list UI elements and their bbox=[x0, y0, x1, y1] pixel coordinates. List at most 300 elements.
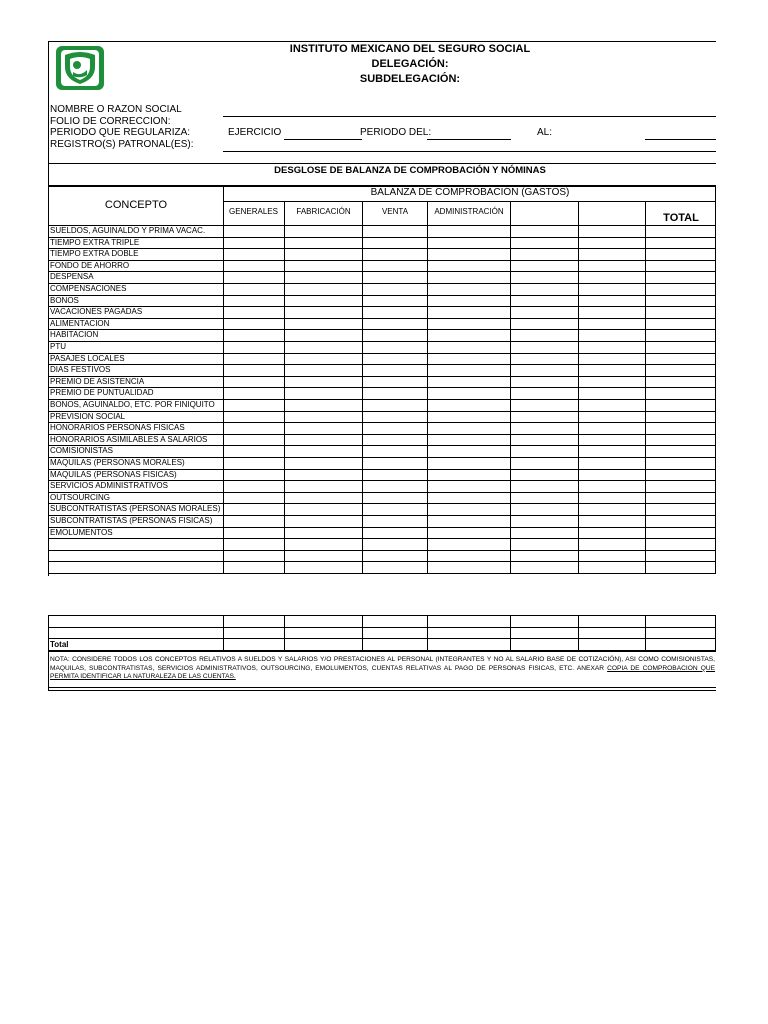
table-cell[interactable] bbox=[511, 446, 577, 456]
note-underlined: COPIA DE COMPROBACION QUE PERMITA IDENTIFICAR LA NATURALEZA DE LAS CUENTAS. bbox=[50, 664, 715, 681]
table-cell[interactable] bbox=[579, 562, 644, 572]
summary-cell[interactable] bbox=[646, 639, 714, 649]
table-cell[interactable] bbox=[363, 284, 426, 294]
table-row-line bbox=[48, 573, 716, 574]
table-cell[interactable] bbox=[224, 551, 283, 561]
table-cell[interactable] bbox=[363, 562, 426, 572]
table-cell[interactable] bbox=[511, 458, 577, 468]
table-cell[interactable] bbox=[285, 319, 361, 329]
table-cell[interactable] bbox=[428, 400, 509, 410]
note-text bbox=[50, 656, 715, 682]
table-cell[interactable] bbox=[363, 261, 426, 271]
table-cell[interactable] bbox=[646, 516, 714, 526]
table-cell[interactable] bbox=[224, 296, 283, 306]
summary-cell[interactable] bbox=[428, 639, 509, 649]
table-cell[interactable] bbox=[224, 446, 283, 456]
table-cell[interactable] bbox=[363, 365, 426, 375]
table-cell[interactable] bbox=[285, 493, 361, 503]
table-cell[interactable] bbox=[511, 319, 577, 329]
row-label: PREVISION SOCIAL bbox=[50, 411, 126, 421]
summary-cell[interactable] bbox=[285, 639, 361, 649]
table-cell[interactable] bbox=[646, 528, 714, 538]
table-cell[interactable] bbox=[363, 249, 426, 259]
header-col-divider bbox=[645, 201, 646, 225]
table-cell[interactable] bbox=[579, 249, 644, 259]
table-cell[interactable] bbox=[646, 423, 714, 433]
table-cell[interactable] bbox=[428, 272, 509, 282]
summary-cell[interactable] bbox=[224, 616, 283, 626]
summary-cell[interactable] bbox=[285, 616, 361, 626]
note-bottom-line-2 bbox=[48, 690, 716, 691]
table-cell[interactable] bbox=[363, 330, 426, 340]
summary-cell[interactable] bbox=[224, 639, 283, 649]
table-cell[interactable] bbox=[646, 400, 714, 410]
table-cell[interactable] bbox=[579, 226, 644, 236]
table-cell[interactable] bbox=[511, 307, 577, 317]
table-cell[interactable] bbox=[285, 400, 361, 410]
nombre-field-line[interactable] bbox=[223, 116, 716, 117]
table-cell[interactable] bbox=[646, 388, 714, 398]
table-cell[interactable] bbox=[511, 342, 577, 352]
table-cell[interactable] bbox=[646, 365, 714, 375]
header-col-divider bbox=[284, 201, 285, 225]
table-cell[interactable] bbox=[646, 342, 714, 352]
table-cell[interactable] bbox=[428, 354, 509, 364]
table-cell[interactable] bbox=[511, 365, 577, 375]
table-cell[interactable] bbox=[579, 238, 644, 248]
table-cell[interactable] bbox=[285, 470, 361, 480]
table-cell[interactable] bbox=[646, 412, 714, 422]
row-label: BONOS, AGUINALDO, ETC. POR FINIQUITO bbox=[50, 400, 215, 409]
table-cell[interactable] bbox=[285, 296, 361, 306]
ejercicio-label: EJERCICIO bbox=[228, 127, 282, 138]
table-cell[interactable] bbox=[428, 528, 509, 538]
table-cell[interactable] bbox=[224, 481, 283, 491]
table-cell[interactable] bbox=[428, 319, 509, 329]
table-cell[interactable] bbox=[511, 528, 577, 538]
table-cell[interactable] bbox=[363, 354, 426, 364]
header-col-divider bbox=[578, 201, 579, 225]
periodo-del-field-line[interactable] bbox=[427, 139, 511, 140]
table-col-line bbox=[510, 225, 511, 573]
table-col-line bbox=[48, 225, 49, 573]
table-cell[interactable] bbox=[285, 551, 361, 561]
table-col-line bbox=[578, 225, 579, 573]
table-cell[interactable] bbox=[579, 342, 644, 352]
row-label: FONDO DE AHORRO bbox=[50, 260, 130, 270]
table-cell[interactable] bbox=[428, 284, 509, 294]
table-cell[interactable] bbox=[428, 249, 509, 259]
table-cell[interactable] bbox=[579, 365, 644, 375]
row-label: SUBCONTRATISTAS (PERSONAS MORALES) bbox=[50, 504, 221, 514]
table-cell[interactable] bbox=[428, 481, 509, 491]
table-cell[interactable] bbox=[511, 504, 577, 514]
note-bottom-line-1 bbox=[48, 687, 716, 688]
table-cell[interactable] bbox=[646, 539, 714, 549]
al-field-line[interactable] bbox=[645, 139, 716, 140]
table-cell[interactable] bbox=[579, 458, 644, 468]
table-cell[interactable] bbox=[646, 435, 714, 445]
table-cell[interactable] bbox=[646, 458, 714, 468]
nombre-label: NOMBRE O RAZON SOCIAL bbox=[50, 104, 182, 115]
table-cell[interactable] bbox=[579, 272, 644, 282]
table-cell[interactable] bbox=[224, 249, 283, 259]
table-cell[interactable] bbox=[285, 377, 361, 387]
table-cell[interactable] bbox=[428, 330, 509, 340]
table-cell[interactable] bbox=[428, 307, 509, 317]
total-row-label: Total bbox=[50, 640, 69, 649]
table-cell[interactable] bbox=[579, 412, 644, 422]
table-cell[interactable] bbox=[646, 470, 714, 480]
table-cell[interactable] bbox=[363, 377, 426, 387]
table-cell[interactable] bbox=[285, 272, 361, 282]
table-cell[interactable] bbox=[224, 435, 283, 445]
table-cell[interactable] bbox=[285, 226, 361, 236]
table-cell[interactable] bbox=[579, 284, 644, 294]
table-cell[interactable] bbox=[224, 470, 283, 480]
summary-cell[interactable] bbox=[285, 628, 361, 638]
table-cell[interactable] bbox=[646, 330, 714, 340]
row-label: COMPENSACIONES bbox=[50, 284, 127, 293]
table-cell[interactable] bbox=[224, 412, 283, 422]
table-cell[interactable] bbox=[579, 481, 644, 491]
summary-cell[interactable] bbox=[363, 628, 426, 638]
table-cell[interactable] bbox=[579, 319, 644, 329]
table-cell[interactable] bbox=[579, 330, 644, 340]
table-cell[interactable] bbox=[363, 319, 426, 329]
table-cell[interactable] bbox=[285, 446, 361, 456]
table-cell[interactable] bbox=[511, 272, 577, 282]
table-cell[interactable] bbox=[224, 504, 283, 514]
table-cell[interactable] bbox=[511, 551, 577, 561]
table-cell[interactable] bbox=[646, 319, 714, 329]
table-cell[interactable] bbox=[511, 562, 577, 572]
row-label: PASAJES LOCALES bbox=[50, 353, 125, 363]
table-cell[interactable] bbox=[363, 400, 426, 410]
table-cell[interactable] bbox=[363, 272, 426, 282]
table-cell[interactable] bbox=[285, 458, 361, 468]
row-label: PREMIO DE PUNTUALIDAD bbox=[50, 388, 154, 398]
summary-cell[interactable] bbox=[646, 628, 714, 638]
table-cell[interactable] bbox=[579, 400, 644, 410]
table-cell[interactable] bbox=[579, 551, 644, 561]
table-cell[interactable] bbox=[224, 307, 283, 317]
table-cell[interactable] bbox=[363, 470, 426, 480]
top-border bbox=[48, 41, 716, 42]
table-cell[interactable] bbox=[285, 539, 361, 549]
table-cell[interactable] bbox=[428, 238, 509, 248]
table-cell[interactable] bbox=[428, 516, 509, 526]
periodo-del-label: PERIODO DEL: bbox=[360, 127, 432, 138]
summary-cell[interactable] bbox=[363, 639, 426, 649]
table-cell[interactable] bbox=[646, 481, 714, 491]
table-cell[interactable] bbox=[428, 504, 509, 514]
row-label: ALIMENTACION bbox=[50, 318, 110, 328]
table-cell[interactable] bbox=[285, 354, 361, 364]
table-cell[interactable] bbox=[511, 249, 577, 259]
table-cell[interactable] bbox=[224, 238, 283, 248]
table-cell[interactable] bbox=[224, 528, 283, 538]
table-cell[interactable] bbox=[285, 342, 361, 352]
row-label: OUTSOURCING bbox=[50, 492, 110, 502]
table-cell[interactable] bbox=[579, 435, 644, 445]
table-cell[interactable] bbox=[428, 388, 509, 398]
table-cell[interactable] bbox=[511, 388, 577, 398]
table-cell[interactable] bbox=[224, 319, 283, 329]
table-cell[interactable] bbox=[511, 539, 577, 549]
table-cell[interactable] bbox=[285, 435, 361, 445]
table-cell[interactable] bbox=[579, 528, 644, 538]
table-cell[interactable] bbox=[579, 470, 644, 480]
row-label: VACACIONES PAGADAS bbox=[50, 307, 143, 317]
table-cell[interactable] bbox=[363, 423, 426, 433]
table-cell[interactable] bbox=[285, 284, 361, 294]
note-left-border bbox=[48, 650, 49, 691]
table-cell[interactable] bbox=[511, 284, 577, 294]
header-col-divider bbox=[427, 201, 428, 225]
table-cell[interactable] bbox=[511, 400, 577, 410]
table-cell[interactable] bbox=[428, 423, 509, 433]
table-cell[interactable] bbox=[285, 249, 361, 259]
table-cell[interactable] bbox=[646, 504, 714, 514]
table-cell[interactable] bbox=[224, 458, 283, 468]
table-cell[interactable] bbox=[285, 412, 361, 422]
header-col-divider bbox=[362, 201, 363, 225]
table-cell[interactable] bbox=[646, 296, 714, 306]
summary-cell[interactable] bbox=[579, 639, 644, 649]
table-cell[interactable] bbox=[224, 423, 283, 433]
table-cell[interactable] bbox=[428, 551, 509, 561]
table-cell[interactable] bbox=[428, 470, 509, 480]
row-label: PTU bbox=[50, 342, 66, 351]
table-cell[interactable] bbox=[285, 307, 361, 317]
table-cell[interactable] bbox=[363, 435, 426, 445]
table-cell[interactable] bbox=[363, 539, 426, 549]
summary-cell[interactable] bbox=[363, 616, 426, 626]
table-cell[interactable] bbox=[285, 388, 361, 398]
row-label: DESPENSA bbox=[50, 272, 94, 282]
table-col-line bbox=[427, 225, 428, 573]
table-cell[interactable] bbox=[224, 539, 283, 549]
registro-field-line[interactable] bbox=[223, 151, 716, 152]
table-cell[interactable] bbox=[579, 307, 644, 317]
col-fabricacion: FABRICACIÓN bbox=[296, 207, 351, 216]
table-cell[interactable] bbox=[363, 307, 426, 317]
table-cell[interactable] bbox=[511, 435, 577, 445]
table-cell[interactable] bbox=[363, 516, 426, 526]
folio-label: FOLIO DE CORRECCION: bbox=[50, 116, 171, 127]
table-col-line bbox=[223, 225, 224, 573]
balanza-underline bbox=[223, 201, 716, 202]
ejercicio-field-line[interactable] bbox=[284, 139, 362, 140]
table-cell[interactable] bbox=[579, 539, 644, 549]
table-cell[interactable] bbox=[428, 377, 509, 387]
table-cell[interactable] bbox=[224, 365, 283, 375]
table-cell[interactable] bbox=[285, 562, 361, 572]
table-cell[interactable] bbox=[579, 377, 644, 387]
note-main: NOTA: CONSIDERE TODOS LOS CONCEPTOS RELATIVOS A SUELDOS Y SALARIOS Y/O PRESTACIONES AL PERSONAL (INTEGRANTES Y NO AL SALARIO BASE DE COTIZACIÓN), ASI COMO COMISIONISTAS, MAQUILAS, SUBCONTRATISTAS, SERVICIOS ADMINISTRATIVOS, OUTSOURCING, EMOLUMENTOS, CUENTAS RELATIVAS AL PAGO DE PERSONAS FISICAS, ETC. ANEXAR bbox=[50, 656, 715, 672]
row-label: HABITACION bbox=[50, 330, 99, 340]
table-cell[interactable] bbox=[511, 516, 577, 526]
table-cell[interactable] bbox=[511, 330, 577, 340]
table-cell[interactable] bbox=[428, 342, 509, 352]
table-cell[interactable] bbox=[428, 458, 509, 468]
table-cell[interactable] bbox=[428, 365, 509, 375]
summary-cell[interactable] bbox=[511, 639, 577, 649]
table-cell[interactable] bbox=[224, 516, 283, 526]
table-cell[interactable] bbox=[511, 481, 577, 491]
balanza-header: BALANZA DE COMPROBACIÓN (GASTOS) bbox=[370, 187, 570, 198]
table-cell[interactable] bbox=[579, 504, 644, 514]
table-cell[interactable] bbox=[363, 493, 426, 503]
table-cell[interactable] bbox=[428, 261, 509, 271]
header-col-divider bbox=[510, 201, 511, 225]
table-cell[interactable] bbox=[511, 377, 577, 387]
table-cell[interactable] bbox=[224, 354, 283, 364]
row-label: SUELDOS, AGUINALDO Y PRIMA VACAC. bbox=[50, 226, 206, 235]
table-col-line bbox=[645, 225, 646, 573]
row-label: BONOS bbox=[50, 295, 79, 305]
table-cell[interactable] bbox=[511, 226, 577, 236]
table-cell[interactable] bbox=[646, 284, 714, 294]
table-cell[interactable] bbox=[579, 423, 644, 433]
table-cell[interactable] bbox=[224, 330, 283, 340]
table-col-line bbox=[284, 225, 285, 573]
table-cell[interactable] bbox=[511, 423, 577, 433]
summary-cell[interactable] bbox=[428, 616, 509, 626]
table-cell[interactable] bbox=[579, 446, 644, 456]
table-cell[interactable] bbox=[363, 481, 426, 491]
summary-col-line bbox=[715, 615, 716, 650]
table-cell[interactable] bbox=[285, 528, 361, 538]
table-cell[interactable] bbox=[224, 562, 283, 572]
row-label: SUBCONTRATISTAS (PERSONAS FISICAS) bbox=[50, 516, 213, 525]
summary-cell[interactable] bbox=[646, 616, 714, 626]
table-cell[interactable] bbox=[511, 493, 577, 503]
row-label: TIEMPO EXTRA TRIPLE bbox=[50, 237, 140, 247]
table-cell[interactable] bbox=[646, 238, 714, 248]
table-col-line bbox=[715, 225, 716, 573]
table-cell[interactable] bbox=[285, 238, 361, 248]
table-cell[interactable] bbox=[646, 446, 714, 456]
al-label: AL: bbox=[537, 127, 553, 138]
table-cell[interactable] bbox=[363, 504, 426, 514]
table-cell[interactable] bbox=[363, 551, 426, 561]
table-cell[interactable] bbox=[224, 272, 283, 282]
table-cell[interactable] bbox=[579, 296, 644, 306]
summary-cell[interactable] bbox=[579, 628, 644, 638]
row-label: EMOLUMENTOS bbox=[50, 527, 113, 537]
table-cell[interactable] bbox=[646, 354, 714, 364]
table-cell[interactable] bbox=[511, 354, 577, 364]
table-cell[interactable] bbox=[646, 261, 714, 271]
summary-cell[interactable] bbox=[511, 628, 577, 638]
table-cell[interactable] bbox=[363, 226, 426, 236]
summary-cell[interactable] bbox=[511, 616, 577, 626]
table-cell[interactable] bbox=[646, 272, 714, 282]
table-cell[interactable] bbox=[363, 528, 426, 538]
table-cell[interactable] bbox=[224, 261, 283, 271]
table-cell[interactable] bbox=[224, 493, 283, 503]
table-cell[interactable] bbox=[646, 551, 714, 561]
table-cell[interactable] bbox=[363, 342, 426, 352]
table-cell[interactable] bbox=[646, 562, 714, 572]
table-cell[interactable] bbox=[579, 354, 644, 364]
table-cell[interactable] bbox=[646, 249, 714, 259]
table-cell[interactable] bbox=[511, 238, 577, 248]
section-top-line bbox=[48, 163, 716, 164]
table-cell[interactable] bbox=[511, 470, 577, 480]
table-cell[interactable] bbox=[428, 296, 509, 306]
table-cell[interactable] bbox=[224, 400, 283, 410]
table-cell[interactable] bbox=[363, 446, 426, 456]
table-cell[interactable] bbox=[579, 261, 644, 271]
row-label: COMISIONISTAS bbox=[50, 446, 113, 456]
table-cell[interactable] bbox=[363, 388, 426, 398]
table-cell[interactable] bbox=[579, 493, 644, 503]
table-cell[interactable] bbox=[363, 238, 426, 248]
table-cell[interactable] bbox=[511, 296, 577, 306]
table-cell[interactable] bbox=[285, 516, 361, 526]
summary-cell[interactable] bbox=[428, 628, 509, 638]
table-col-line bbox=[362, 225, 363, 573]
concepto-header: CONCEPTO bbox=[104, 199, 168, 211]
table-cell[interactable] bbox=[285, 365, 361, 375]
table-cell[interactable] bbox=[285, 481, 361, 491]
table-cell[interactable] bbox=[224, 377, 283, 387]
table-cell[interactable] bbox=[285, 423, 361, 433]
row-label: SERVICIOS ADMINISTRATIVOS bbox=[50, 481, 168, 491]
table-cell[interactable] bbox=[646, 226, 714, 236]
table-cell[interactable] bbox=[579, 516, 644, 526]
row-label: MAQUILAS (PERSONAS MORALES) bbox=[50, 458, 185, 467]
table-cell[interactable] bbox=[363, 296, 426, 306]
table-cell[interactable] bbox=[428, 539, 509, 549]
row-label: MAQUILAS (PERSONAS FISICAS) bbox=[50, 469, 177, 479]
table-cell[interactable] bbox=[428, 493, 509, 503]
row-label: HONORARIOS ASIMILABLES A SALARIOS bbox=[50, 434, 208, 444]
summary-cell[interactable] bbox=[579, 616, 644, 626]
table-cell[interactable] bbox=[646, 307, 714, 317]
table-cell[interactable] bbox=[428, 562, 509, 572]
col-venta: VENTA bbox=[381, 207, 409, 216]
table-cell[interactable] bbox=[428, 446, 509, 456]
imss-logo bbox=[55, 45, 105, 91]
institution-title: INSTITUTO MEXICANO DEL SEGURO SOCIAL bbox=[289, 43, 531, 55]
summary-cell[interactable] bbox=[224, 628, 283, 638]
table-cell[interactable] bbox=[285, 330, 361, 340]
table-cell[interactable] bbox=[224, 342, 283, 352]
table-cell[interactable] bbox=[224, 388, 283, 398]
header-divider-concepto bbox=[223, 185, 224, 225]
table-cell[interactable] bbox=[579, 388, 644, 398]
table-cell[interactable] bbox=[363, 412, 426, 422]
table-cell[interactable] bbox=[285, 261, 361, 271]
table-cell[interactable] bbox=[646, 377, 714, 387]
table-cell[interactable] bbox=[224, 226, 283, 236]
table-cell[interactable] bbox=[511, 261, 577, 271]
table-cell[interactable] bbox=[224, 284, 283, 294]
table-cell[interactable] bbox=[428, 412, 509, 422]
table-cell[interactable] bbox=[646, 493, 714, 503]
section-title: DESGLOSE DE BALANZA DE COMPROBACIÓN Y NÓMINAS bbox=[274, 165, 546, 176]
table-cell[interactable] bbox=[511, 412, 577, 422]
table-cell[interactable] bbox=[428, 435, 509, 445]
table-cell[interactable] bbox=[285, 504, 361, 514]
table-cell[interactable] bbox=[363, 458, 426, 468]
table-cell[interactable] bbox=[428, 226, 509, 236]
summary-col-line bbox=[48, 615, 49, 650]
